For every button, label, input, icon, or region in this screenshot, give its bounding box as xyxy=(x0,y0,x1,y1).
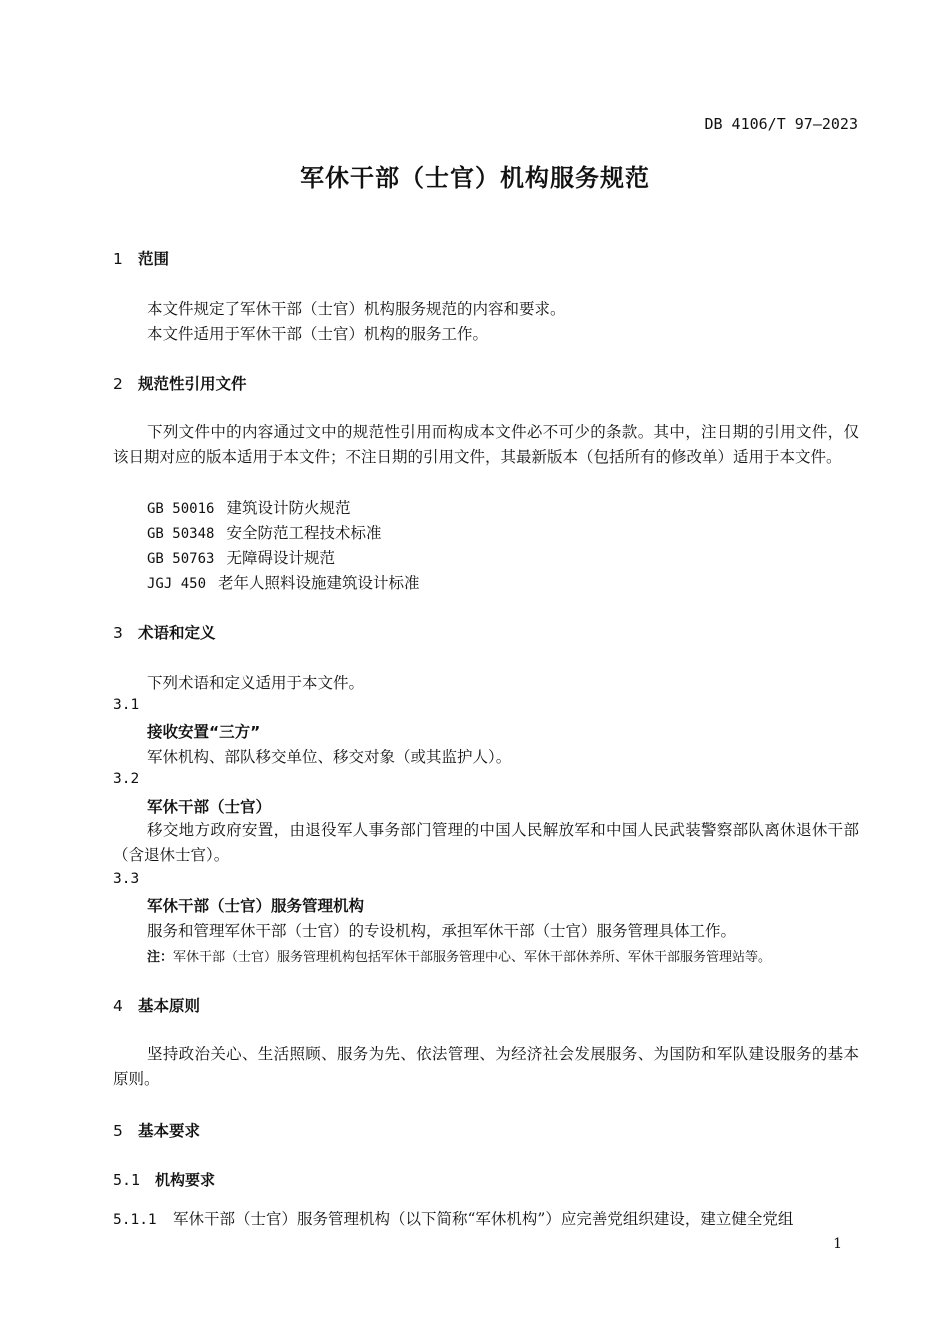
clause-number: 5.1.1 xyxy=(113,1212,157,1228)
section-title: 范围 xyxy=(138,250,170,268)
reference-item xyxy=(147,571,420,593)
section-number: 2 xyxy=(113,375,123,393)
clause xyxy=(113,1207,793,1229)
reference-code: GB 50348 xyxy=(147,526,215,542)
standard-code: DB 4106/T 97—2023 xyxy=(704,115,858,133)
reference-name: 安全防范工程技术标准 xyxy=(226,524,382,542)
section-number: 1 xyxy=(113,250,123,268)
section-number: 4 xyxy=(113,997,123,1015)
reference-item xyxy=(147,546,335,568)
term-number: 3.3 xyxy=(113,871,140,887)
subsection-title: 机构要求 xyxy=(155,1171,216,1189)
subsection-number: 5.1 xyxy=(113,1171,141,1189)
reference-name: 无障碍设计规范 xyxy=(226,549,335,567)
section-title: 术语和定义 xyxy=(138,624,216,642)
section-title: 基本原则 xyxy=(138,997,201,1015)
term-definition: 军休机构、部队移交单位、移交对象（或其监护人）。 xyxy=(147,748,512,766)
clause-text: 军休干部（士官）服务管理机构（以下简称“军休机构”）应完善党组织建设，建立健全党组 xyxy=(173,1210,794,1228)
note-label: 注： xyxy=(147,950,174,965)
section-number: 5 xyxy=(113,1122,123,1140)
term-definition: 服务和管理军休干部（士官）的专设机构，承担军休干部（士官）服务管理具体工作。 xyxy=(147,922,737,940)
page-number: 1 xyxy=(833,1236,842,1252)
reference-name: 老年人照料设施建筑设计标准 xyxy=(218,574,420,592)
paragraph: 下列术语和定义适用于本文件。 xyxy=(147,674,365,692)
section-2-heading xyxy=(113,372,247,394)
reference-name: 建筑设计防火规范 xyxy=(226,499,351,517)
reference-item xyxy=(147,496,350,518)
term-definition: 移交地方政府安置，由退役军人事务部门管理的中国人民解放军和中国人民武装警察部队离休退休干部（含退休士官）。 xyxy=(113,821,859,864)
paragraph: 坚持政治关心、生活照顾、服务为先、依法管理、为经济社会发展服务、为国防和军队建设服务的基本原则。 xyxy=(113,1045,859,1088)
section-number: 3 xyxy=(113,624,123,642)
note-text: 军休干部（士官）服务管理机构包括军休干部服务管理中心、军休干部休养所、军休干部服务管理站等。 xyxy=(173,950,772,965)
paragraph: 本文件适用于军休干部（士官）机构的服务工作。 xyxy=(147,325,489,343)
section-title: 基本要求 xyxy=(138,1122,201,1140)
reference-code: GB 50016 xyxy=(147,501,215,517)
section-4-heading xyxy=(113,994,200,1016)
term-title: 军休干部（士官）服务管理机构 xyxy=(147,897,365,915)
subsection-heading xyxy=(113,1169,215,1190)
section-title: 规范性引用文件 xyxy=(138,375,247,393)
term-number: 3.1 xyxy=(113,697,140,713)
section-5-heading xyxy=(113,1119,200,1141)
note xyxy=(147,946,771,965)
paragraph: 下列文件中的内容通过文中的规范性引用而构成本文件必不可少的条款。其中，注日期的引用文件，仅该日期对应的版本适用于本文件；不注日期的引用文件，其最新版本（包括所有的修改单）适用于本文件。 xyxy=(113,423,859,466)
section-1-heading xyxy=(113,247,169,269)
term-title: 军休干部（士官） xyxy=(147,798,272,816)
reference-code: JGJ 450 xyxy=(147,576,207,592)
section-3-heading xyxy=(113,621,216,643)
document-title: 军休干部（士官）机构服务规范 xyxy=(300,164,650,192)
term-number: 3.2 xyxy=(113,771,140,787)
term-title: 接收安置“三方” xyxy=(147,723,261,741)
reference-code: GB 50763 xyxy=(147,551,215,567)
reference-item xyxy=(147,521,381,543)
paragraph: 本文件规定了军休干部（士官）机构服务规范的内容和要求。 xyxy=(147,300,566,318)
